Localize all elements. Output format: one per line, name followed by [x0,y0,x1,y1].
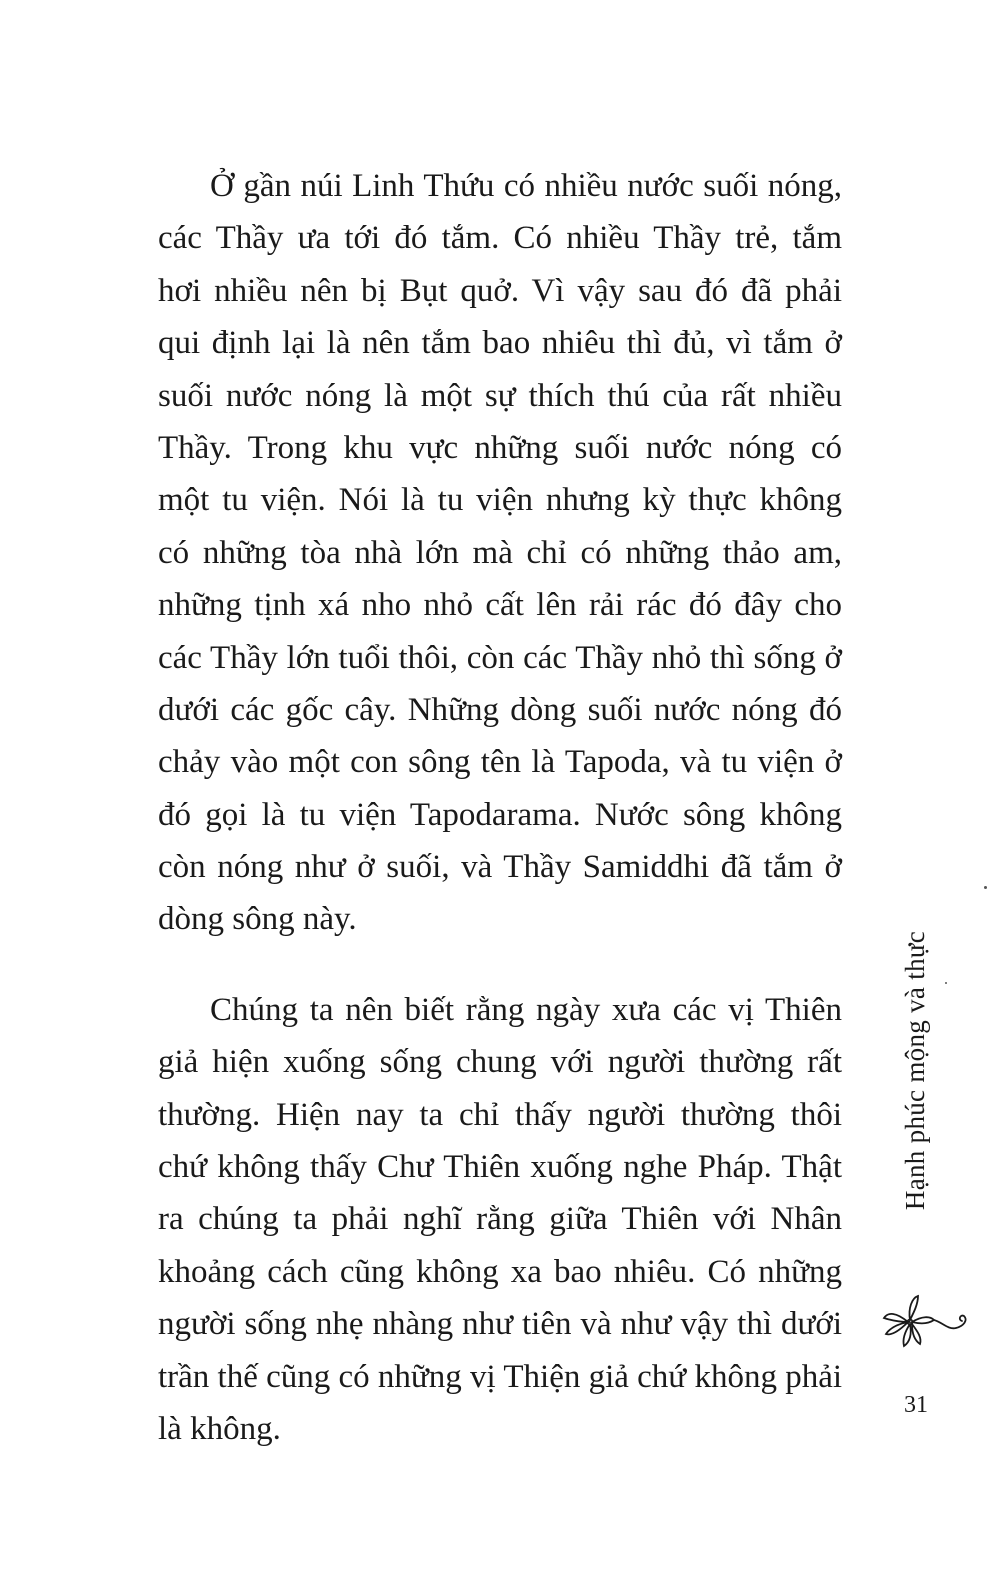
text-line: còn nóng như ở suối, và Thầy Samiddhi đã tắm ở [158,849,842,886]
text-line: giả hiện xuống sống chung với người thường rất [158,1044,842,1081]
page-number: 31 [904,1392,928,1418]
body-text [158,160,842,1455]
text-line: chứ không thấy Chư Thiên xuống nghe Pháp. Thật [158,1149,842,1186]
text-line: đó gọi là tu viện Tapodarama. Nước sông không [158,796,842,833]
print-speck [945,982,947,984]
text-line: Ở gần núi Linh Thứu có nhiều nước suối nóng, [210,168,842,204]
text-line: Thầy. Trong khu vực những suối nước nóng có [158,429,842,466]
paragraph-1 [158,160,842,946]
text-line: những tịnh xá nho nhỏ cất lên rải rác đó đây cho [158,587,842,624]
text-line: các Thầy ưa tới đó tắm. Có nhiều Thầy trẻ, tắm [158,220,842,257]
paragraph-gap [158,946,842,984]
paragraph-2 [158,984,842,1456]
text-line: qui định lại là nên tắm bao nhiêu thì đủ, vì tắm ở [158,325,842,362]
text-line: là không. [158,1410,281,1447]
text-line: dòng sông này. [158,901,357,938]
text-line: một tu viện. Nói là tu viện nhưng kỳ thực không [158,482,842,519]
text-line: người sống nhẹ nhàng như tiên và như vậy thì dưới [158,1306,842,1343]
text-line: dưới các gốc cây. Những dòng suối nước nóng đó [158,691,842,728]
running-title-text: Hạnh phúc mộng và thực [900,930,931,1211]
text-line: hơi nhiều nên bị Bụt quở. Vì vậy sau đó đã phải [158,272,842,309]
text-line: suối nước nóng là một sự thích thú của rất nhiều [158,377,842,414]
print-speck [984,886,987,889]
text-line: ra chúng ta phải nghĩ rằng giữa Thiên với Nhân [158,1201,842,1238]
text-line: thường. Hiện nay ta chỉ thấy người thường thôi [158,1096,842,1133]
text-line: Chúng ta nên biết rằng ngày xưa các vị Thiên [210,991,842,1028]
text-line: trần thế cũng có những vị Thiện giả chứ không phải [158,1358,843,1395]
flower-ornament-icon [878,1290,978,1350]
text-line: khoảng cách cũng không xa bao nhiêu. Có những [158,1253,842,1290]
text-line: các Thầy lớn tuổi thôi, còn các Thầy nhỏ thì sống ở [158,639,842,676]
running-title [891,898,941,1243]
text-line: có những tòa nhà lớn mà chỉ có những thảo am, [158,534,842,571]
text-line: chảy vào một con sông tên là Tapoda, và tu viện ở [158,744,842,781]
